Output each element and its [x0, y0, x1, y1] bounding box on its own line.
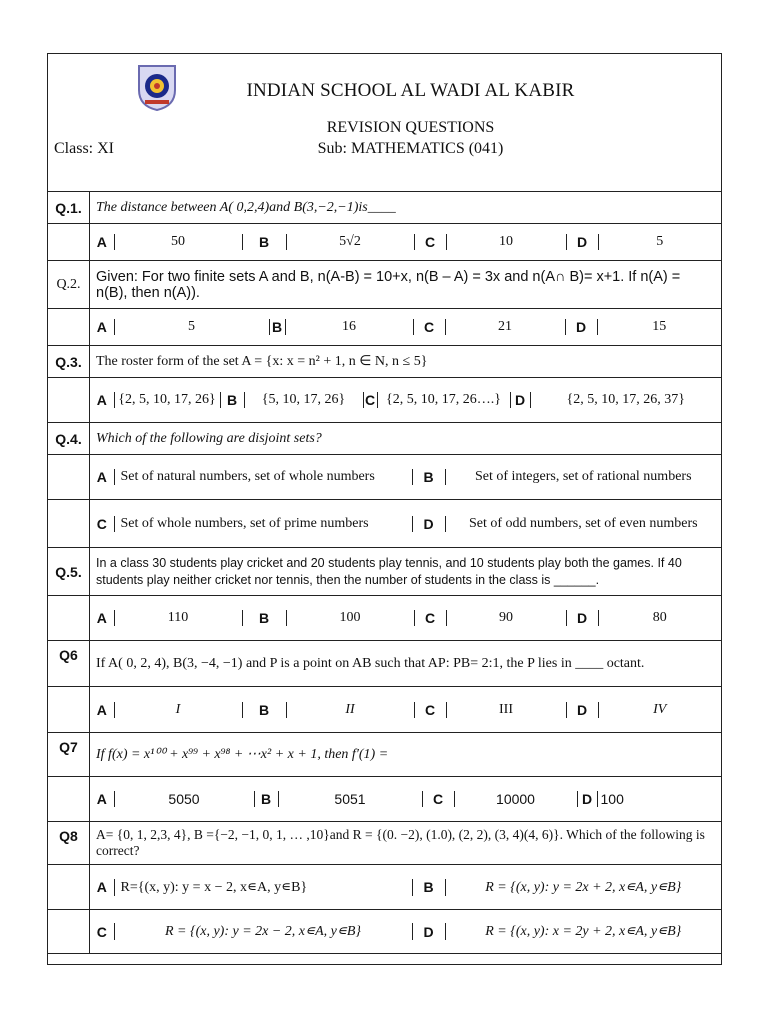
- option-value: 21: [445, 319, 565, 335]
- question-text: Given: For two finite sets A and B, n(A-B) = 10+x, n(B – A) = 3x and n(A∩ B)= x+1. If n(A) = n(B), then n(A)).: [90, 261, 722, 309]
- option-label: D: [566, 702, 598, 718]
- question-row: [48, 822, 722, 865]
- question-number: Q6: [48, 641, 90, 687]
- option-value: Set of odd numbers, set of even numbers: [445, 516, 721, 532]
- header: [48, 54, 721, 192]
- question-text: The distance between A( 0,2,4)and B(3,−2,−1)is____: [90, 192, 722, 224]
- option-label: D: [412, 923, 445, 940]
- question-row: [48, 346, 722, 378]
- option-value: I: [114, 702, 242, 718]
- option-value: 100: [597, 791, 721, 807]
- option-value: 15: [597, 319, 721, 335]
- option-label: B: [412, 879, 445, 896]
- option-label: B: [254, 791, 278, 807]
- option-value: 5051: [278, 791, 422, 807]
- option-value: 90: [446, 610, 566, 626]
- option-value: R = {(x, y): x = 2y + 2, x∊A, y∊B}: [445, 923, 721, 940]
- option-label: D: [566, 234, 598, 250]
- question-number: Q.1.: [48, 192, 90, 224]
- option-label: A: [96, 791, 107, 807]
- option-label: A: [96, 469, 107, 485]
- question-row: [48, 261, 722, 309]
- option-label: B: [242, 702, 286, 718]
- option-value: Set of whole numbers, set of prime numbers: [114, 516, 412, 532]
- option-label: C: [413, 319, 445, 335]
- question-text: If f(x) = x¹⁰⁰ + x⁹⁹ + x⁹⁸ + ⋯x² + x + 1, then f′(1) =: [90, 733, 722, 777]
- option-label: B: [269, 319, 285, 335]
- option-label: A: [96, 610, 107, 626]
- option-value: 5050: [114, 791, 254, 807]
- option-label: D: [566, 610, 598, 626]
- option-label: A: [96, 319, 107, 335]
- option-value: 50: [114, 234, 242, 250]
- option-label: A: [96, 392, 107, 408]
- option-value: IV: [598, 702, 721, 718]
- option-value: 5√2: [286, 234, 414, 250]
- question-number: Q.2.: [48, 261, 90, 309]
- options-row: [48, 224, 722, 261]
- option-value: Set of integers, set of rational numbers: [445, 469, 721, 485]
- options-row: [48, 500, 722, 548]
- options-row: [48, 687, 722, 733]
- question-text: A= {0, 1, 2,3, 4}, B ={−2, −1, 0, 1, … ,10}and R = {(0. −2), (1.0), (2, 2), (3, 4)(4, 6)}. Which of the following is correct?: [90, 822, 722, 865]
- option-label: A: [96, 234, 107, 250]
- question-number: Q.4.: [48, 423, 90, 455]
- option-value: 100: [286, 610, 414, 626]
- question-row: [48, 423, 722, 455]
- document-title: REVISION QUESTIONS: [326, 119, 495, 136]
- option-value: 110: [114, 610, 242, 626]
- option-label: B: [242, 234, 286, 250]
- option-label: C: [414, 610, 446, 626]
- option-value: {2, 5, 10, 17, 26}: [114, 392, 220, 408]
- option-label: C: [96, 515, 107, 532]
- option-value: Set of natural numbers, set of whole numbers: [114, 469, 412, 485]
- options-row: [48, 378, 722, 423]
- option-label: C: [414, 702, 446, 718]
- option-value: II: [286, 702, 414, 718]
- option-label: B: [220, 392, 244, 408]
- question-row: [48, 641, 722, 687]
- option-value: {2, 5, 10, 17, 26….}: [377, 392, 510, 408]
- option-label: B: [412, 469, 445, 485]
- option-value: 16: [285, 319, 413, 335]
- option-label: D: [510, 392, 530, 408]
- question-number: Q.3.: [48, 346, 90, 378]
- option-label: B: [242, 610, 286, 626]
- option-value: 10: [446, 234, 566, 250]
- option-value: {5, 10, 17, 26}: [244, 392, 363, 408]
- class-label: Class: XI: [54, 140, 114, 157]
- question-text: In a class 30 students play cricket and 20 students play tennis, and 10 students play both the games. If 40 students play neither cricket nor tennis, then the number of students in the class is ______.: [90, 548, 722, 596]
- question-text: Which of the following are disjoint sets?: [90, 423, 722, 455]
- option-value: 10000: [454, 791, 577, 807]
- option-label: D: [412, 516, 445, 532]
- option-label: A: [96, 701, 107, 718]
- option-label: A: [96, 879, 107, 895]
- questions-table: [47, 191, 722, 954]
- option-value: R = {(x, y): y = 2x − 2, x∊A, y∊B}: [114, 923, 412, 940]
- option-label: D: [565, 319, 597, 335]
- options-row: [48, 777, 722, 822]
- option-value: R={(x, y): y = x − 2, x∊A, y∊B}: [114, 879, 412, 896]
- options-row: [48, 596, 722, 641]
- option-label: C: [422, 791, 454, 807]
- option-value: 5: [598, 234, 721, 250]
- options-row: [48, 865, 722, 910]
- question-sheet: [47, 53, 722, 965]
- option-value: 5: [114, 319, 269, 335]
- option-label: D: [577, 791, 597, 807]
- option-value: R = {(x, y): y = 2x + 2, x∊A, y∊B}: [445, 879, 721, 896]
- question-row: [48, 192, 722, 224]
- option-label: C: [364, 392, 376, 408]
- question-number: Q.5.: [48, 548, 90, 596]
- option-value: III: [446, 702, 566, 718]
- option-value: {2, 5, 10, 17, 26, 37}: [530, 392, 721, 408]
- options-row: [48, 910, 722, 954]
- options-row: [48, 309, 722, 346]
- subject-label: Sub: MATHEMATICS (041): [317, 140, 504, 157]
- question-text: If A( 0, 2, 4), B(3, −4, −1) and P is a point on AB such that AP: PB= 2:1, the P lies in ____ octant.: [90, 641, 722, 687]
- option-label: C: [96, 923, 107, 940]
- school-name: INDIAN SCHOOL AL WADI AL KABIR: [246, 80, 575, 101]
- question-row: [48, 548, 722, 596]
- question-number: Q7: [48, 733, 90, 777]
- option-value: 80: [598, 610, 721, 626]
- question-text: The roster form of the set A = {x: x = n² + 1, n ∈ N, n ≤ 5}: [90, 346, 722, 378]
- question-number: Q8: [48, 822, 90, 865]
- option-label: C: [414, 234, 446, 250]
- question-row: [48, 733, 722, 777]
- options-row: [48, 455, 722, 500]
